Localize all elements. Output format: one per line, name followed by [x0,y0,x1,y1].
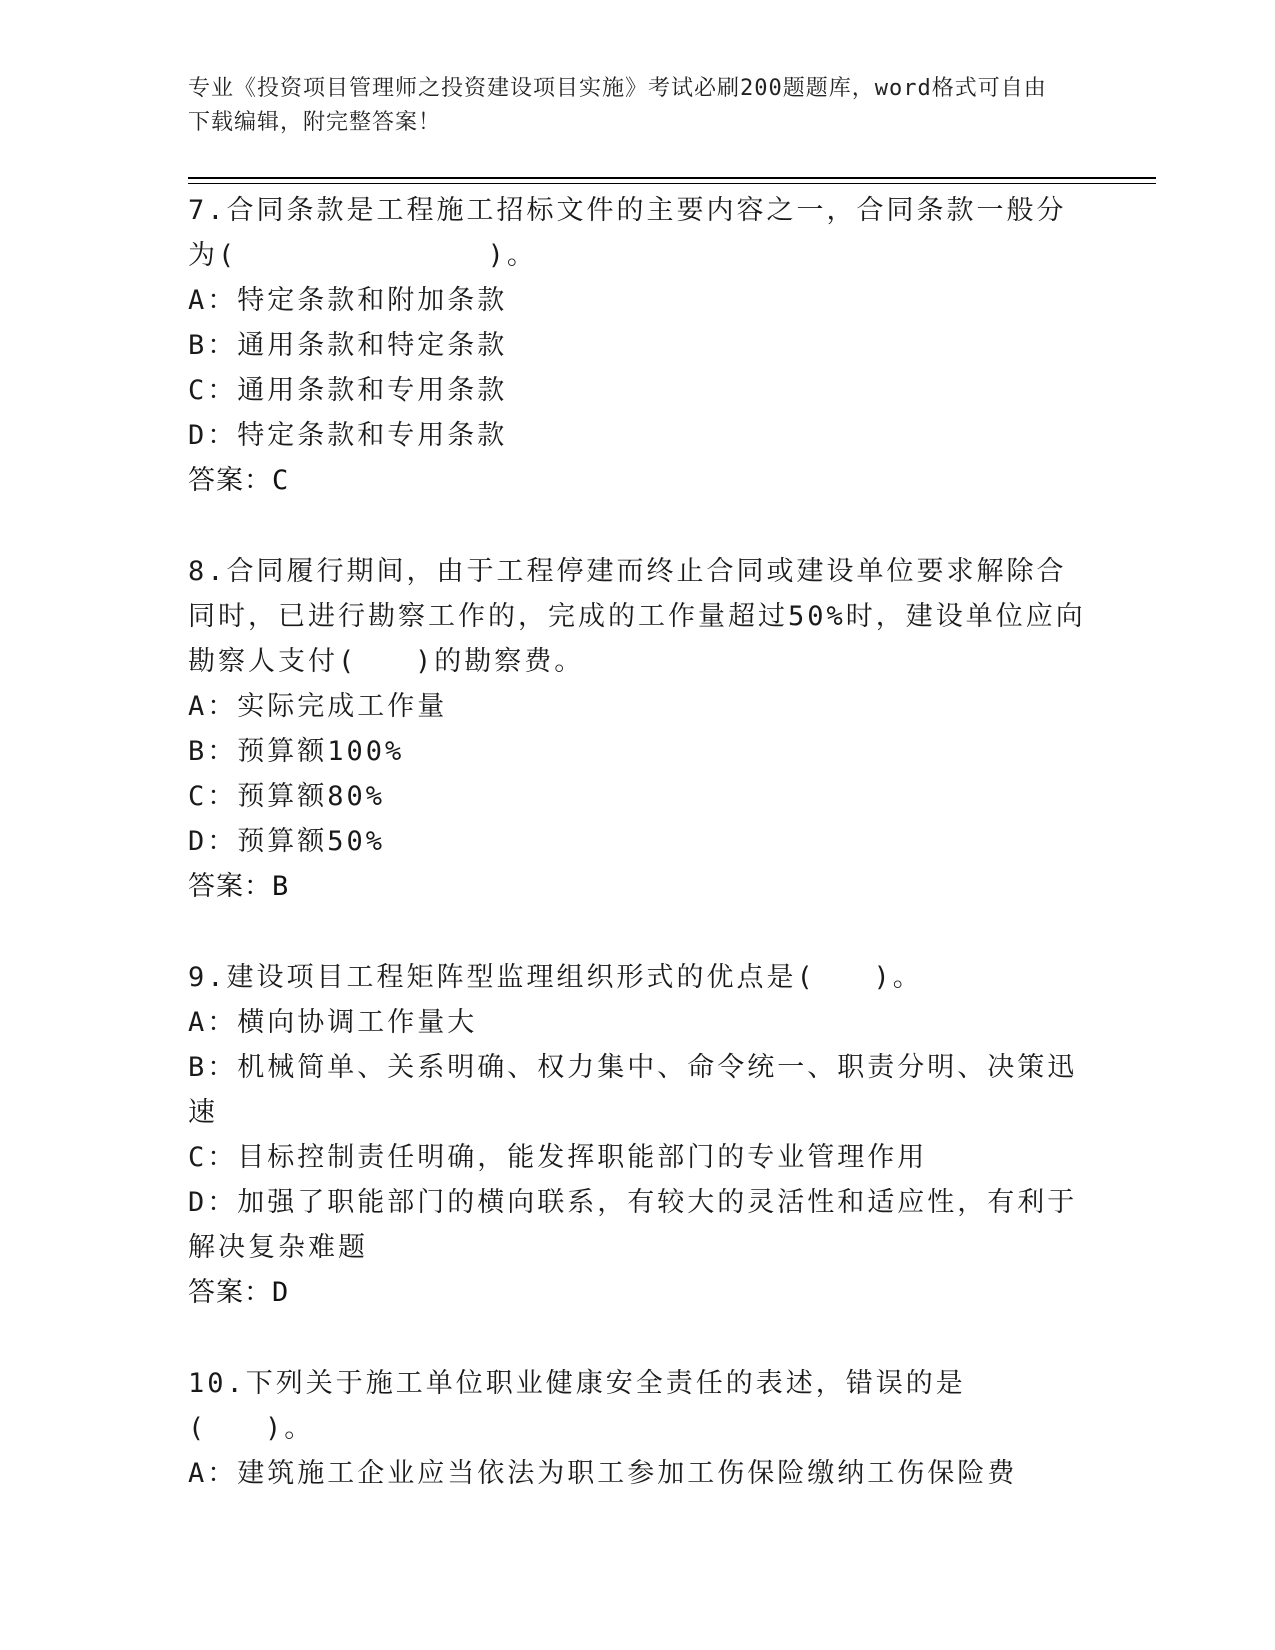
question-stem: 10.下列关于施工单位职业健康安全责任的表述，错误的是( )。 [188,1368,966,1444]
answer-value: C [272,465,290,496]
option-a: A：建筑施工企业应当依法为职工参加工伤保险缴纳工伤保险费 [188,1458,1018,1489]
option-b: B：机械简单、关系明确、权力集中、命令统一、职责分明、决策迅速 [188,1052,1078,1128]
answer-value: D [272,1277,290,1308]
question-10 [188,1361,1088,1496]
answer-label: 答案： [188,871,272,902]
question-stem: 8.合同履行期间，由于工程停建而终止合同或建设单位要求解除合同时，已进行勘察工作的，完成的工作量超过50%时，建设单位应向勘察人支付( )的勘察费。 [188,556,1086,677]
option-d: D：预算额50% [188,826,386,857]
document-header: 专业《投资项目管理师之投资建设项目实施》考试必刷200题题库，word格式可自由下载编辑，附完整答案！ [188,76,1047,135]
option-a: A：横向协调工作量大 [188,1007,478,1038]
answer-line [188,1270,1088,1315]
question-7 [188,188,1088,503]
option-b: B：预算额100% [188,736,405,767]
option-d: D：特定条款和专用条款 [188,420,508,451]
question-stem: 7.合同条款是工程施工招标文件的主要内容之一，合同条款一般分为( )。 [188,195,1067,271]
option-a: A：特定条款和附加条款 [188,285,508,316]
header-rule-thick [188,177,1156,179]
question-8 [188,549,1088,909]
question-stem: 9.建设项目工程矩阵型监理组织形式的优点是( )。 [188,962,923,993]
question-list [188,188,1088,1542]
header-rule-thin [188,183,1156,184]
option-b: B：通用条款和特定条款 [188,330,508,361]
option-a: A：实际完成工作量 [188,691,448,722]
answer-line [188,864,1088,909]
question-9 [188,955,1088,1315]
option-c: C：目标控制责任明确，能发挥职能部门的专业管理作用 [188,1142,928,1173]
option-c: C：预算额80% [188,781,386,812]
answer-value: B [272,871,290,902]
answer-label: 答案： [188,465,272,496]
answer-label: 答案： [188,1277,272,1308]
option-c: C：通用条款和专用条款 [188,375,508,406]
option-d: D：加强了职能部门的横向联系，有较大的灵活性和适应性，有利于解决复杂难题 [188,1187,1078,1263]
answer-line [188,458,1088,503]
